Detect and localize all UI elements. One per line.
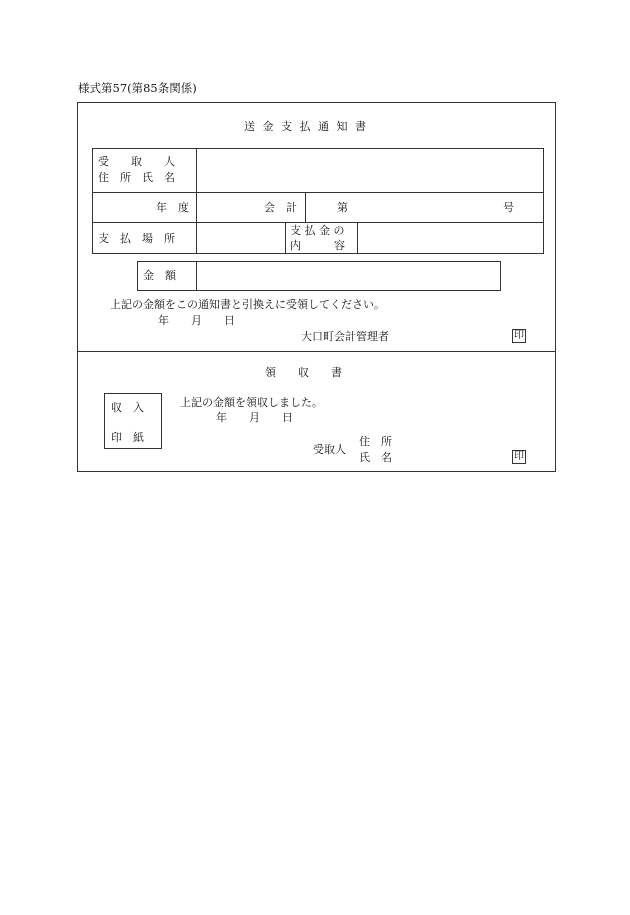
- notice-date: 年 月 日: [158, 314, 235, 327]
- payment-place-separator: [285, 222, 286, 254]
- payment-content-label-line2: 内 容: [290, 239, 345, 252]
- number-field[interactable]: [352, 194, 497, 220]
- payment-content-label-line1: 支 払 金 の: [290, 224, 345, 237]
- notice-title: 送 金 支 払 通 知 書: [244, 120, 368, 133]
- receipt-title: 領 収 書: [265, 366, 342, 379]
- payment-place-field[interactable]: [198, 224, 284, 252]
- issuer-name: 大口町会計管理者: [301, 330, 389, 343]
- receipt-seal-mark: 印: [514, 451, 524, 462]
- row-line-1: [92, 192, 544, 193]
- notice-seal-mark: 印: [514, 330, 524, 341]
- receiver-name-label: 氏 名: [359, 451, 392, 464]
- payment-content-separator: [357, 222, 358, 254]
- payment-place-label: 支 払 場 所: [98, 232, 175, 245]
- number-suffix: 号: [503, 201, 514, 214]
- recipient-label-line1: 受 取 人: [98, 155, 175, 168]
- number-prefix: 第: [337, 201, 348, 214]
- receiver-address-label: 住 所: [359, 435, 392, 448]
- receipt-date: 年 月 日: [216, 411, 293, 424]
- recipient-field[interactable]: [198, 150, 542, 190]
- accounting-label: 会 計: [264, 201, 297, 214]
- revenue-stamp-label-line1: 収 入: [111, 401, 144, 414]
- amount-separator: [196, 261, 197, 291]
- receiver-field[interactable]: [400, 432, 505, 466]
- receipt-statement: 上記の金額を領収しました。: [180, 396, 323, 409]
- label-column-line: [196, 148, 197, 254]
- row-line-2: [92, 222, 544, 223]
- fiscal-year-label: 年 度: [156, 201, 189, 214]
- receiver-label: 受取人: [313, 443, 346, 456]
- form-reference: 様式第57(第85条関係): [78, 81, 197, 95]
- accounting-separator: [305, 192, 306, 222]
- revenue-stamp-label-line2: 印 紙: [111, 431, 144, 444]
- notice-statement: 上記の金額をこの通知書と引換えに受領してください。: [110, 298, 385, 311]
- fiscal-year-field[interactable]: [198, 194, 258, 220]
- section-divider: [77, 351, 556, 352]
- amount-field[interactable]: [198, 263, 499, 289]
- amount-label: 金 額: [143, 269, 176, 282]
- recipient-label-line2: 住 所 氏 名: [98, 171, 175, 184]
- payment-content-field[interactable]: [359, 224, 542, 252]
